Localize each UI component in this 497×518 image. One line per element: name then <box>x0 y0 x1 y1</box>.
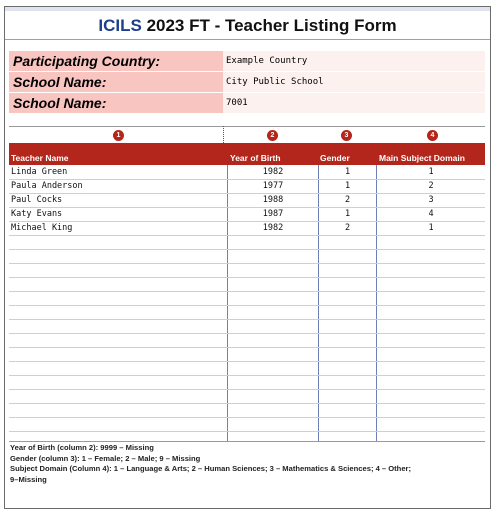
top-accent-strip <box>5 7 490 11</box>
row-divider <box>9 277 485 278</box>
gender-cell[interactable]: 1 <box>344 209 351 219</box>
row-divider <box>9 361 485 362</box>
info-row-country <box>9 51 485 71</box>
school-id-label: School Name: <box>9 93 223 113</box>
gender-cell[interactable]: 2 <box>344 195 351 205</box>
teacher-name-cell[interactable]: Michael King <box>11 223 73 233</box>
info-row-school-name <box>9 72 485 92</box>
row-divider <box>9 221 485 222</box>
row-divider <box>9 375 485 376</box>
school-name-label: School Name: <box>9 72 223 92</box>
column-divider <box>223 126 224 143</box>
column-number-row <box>9 126 485 143</box>
country-label: Participating Country: <box>9 51 223 71</box>
footnote-year-of-birth: Year of Birth (column 2): 9999 – Missing <box>10 443 154 452</box>
column-number-badge: 1 <box>113 130 124 141</box>
gender-cell[interactable]: 1 <box>344 167 351 177</box>
header-year-of-birth: Year of Birth <box>230 153 281 163</box>
footnote-subject-domain: Subject Domain (Column 4): 1 – Language & Arts; 2 – Human Sciences; 3 – Mathematics & Sciences; 4 – Other; <box>10 464 412 474</box>
footnote-subject-missing: 9–Missing <box>10 474 47 484</box>
table-header <box>9 143 485 165</box>
title-text: 2023 FT - Teacher Listing Form <box>141 16 397 35</box>
info-row-school-id <box>9 93 485 113</box>
row-divider <box>9 347 485 348</box>
teacher-table <box>9 165 485 442</box>
row-divider <box>9 193 485 194</box>
school-name-field[interactable]: City Public School <box>223 72 485 92</box>
teacher-name-cell[interactable]: Paul Cocks <box>11 195 63 205</box>
subject-domain-cell[interactable]: 1 <box>428 167 434 177</box>
year-of-birth-cell[interactable]: 1982 <box>262 223 284 233</box>
row-divider <box>9 291 485 292</box>
country-field[interactable]: Example Country <box>223 51 485 71</box>
subject-domain-cell[interactable]: 4 <box>428 209 434 219</box>
year-of-birth-cell[interactable]: 1977 <box>262 181 284 191</box>
gender-cell[interactable]: 2 <box>344 223 351 233</box>
row-divider <box>9 207 485 208</box>
teacher-name-cell[interactable]: Linda Green <box>11 167 68 177</box>
year-of-birth-cell[interactable]: 1988 <box>262 195 284 205</box>
footnote-gender: Gender (column 3): 1 – Female; 2 – Male; 9 – Missing <box>10 453 201 463</box>
subject-domain-cell[interactable]: 2 <box>428 181 434 191</box>
row-divider <box>9 417 485 418</box>
teacher-name-cell[interactable]: Katy Evans <box>11 209 63 219</box>
year-of-birth-cell[interactable]: 1982 <box>262 167 284 177</box>
title-prefix: ICILS <box>98 16 142 35</box>
teacher-name-cell[interactable]: Paula Anderson <box>11 181 83 191</box>
year-of-birth-cell[interactable]: 1987 <box>262 209 284 219</box>
teacher-listing-form <box>4 6 491 509</box>
row-divider <box>9 403 485 404</box>
column-number-badge: 3 <box>341 130 352 141</box>
row-divider <box>9 179 485 180</box>
school-id-field[interactable]: 7001 <box>223 93 485 113</box>
row-divider <box>9 333 485 334</box>
form-footer-notes <box>10 443 488 485</box>
column-number-badge: 4 <box>427 130 438 141</box>
subject-domain-cell[interactable]: 1 <box>428 223 434 233</box>
row-divider <box>9 305 485 306</box>
subject-domain-cell[interactable]: 3 <box>428 195 434 205</box>
form-title <box>5 13 490 40</box>
row-divider <box>9 389 485 390</box>
gender-cell[interactable]: 1 <box>344 181 351 191</box>
row-divider <box>9 263 485 264</box>
header-gender: Gender <box>320 153 350 163</box>
row-divider <box>9 319 485 320</box>
row-divider <box>9 431 485 432</box>
row-divider <box>9 249 485 250</box>
column-number-badge: 2 <box>267 130 278 141</box>
header-main-subject-domain: Main Subject Domain <box>379 153 465 163</box>
row-divider <box>9 235 485 236</box>
header-teacher-name: Teacher Name <box>11 153 69 163</box>
